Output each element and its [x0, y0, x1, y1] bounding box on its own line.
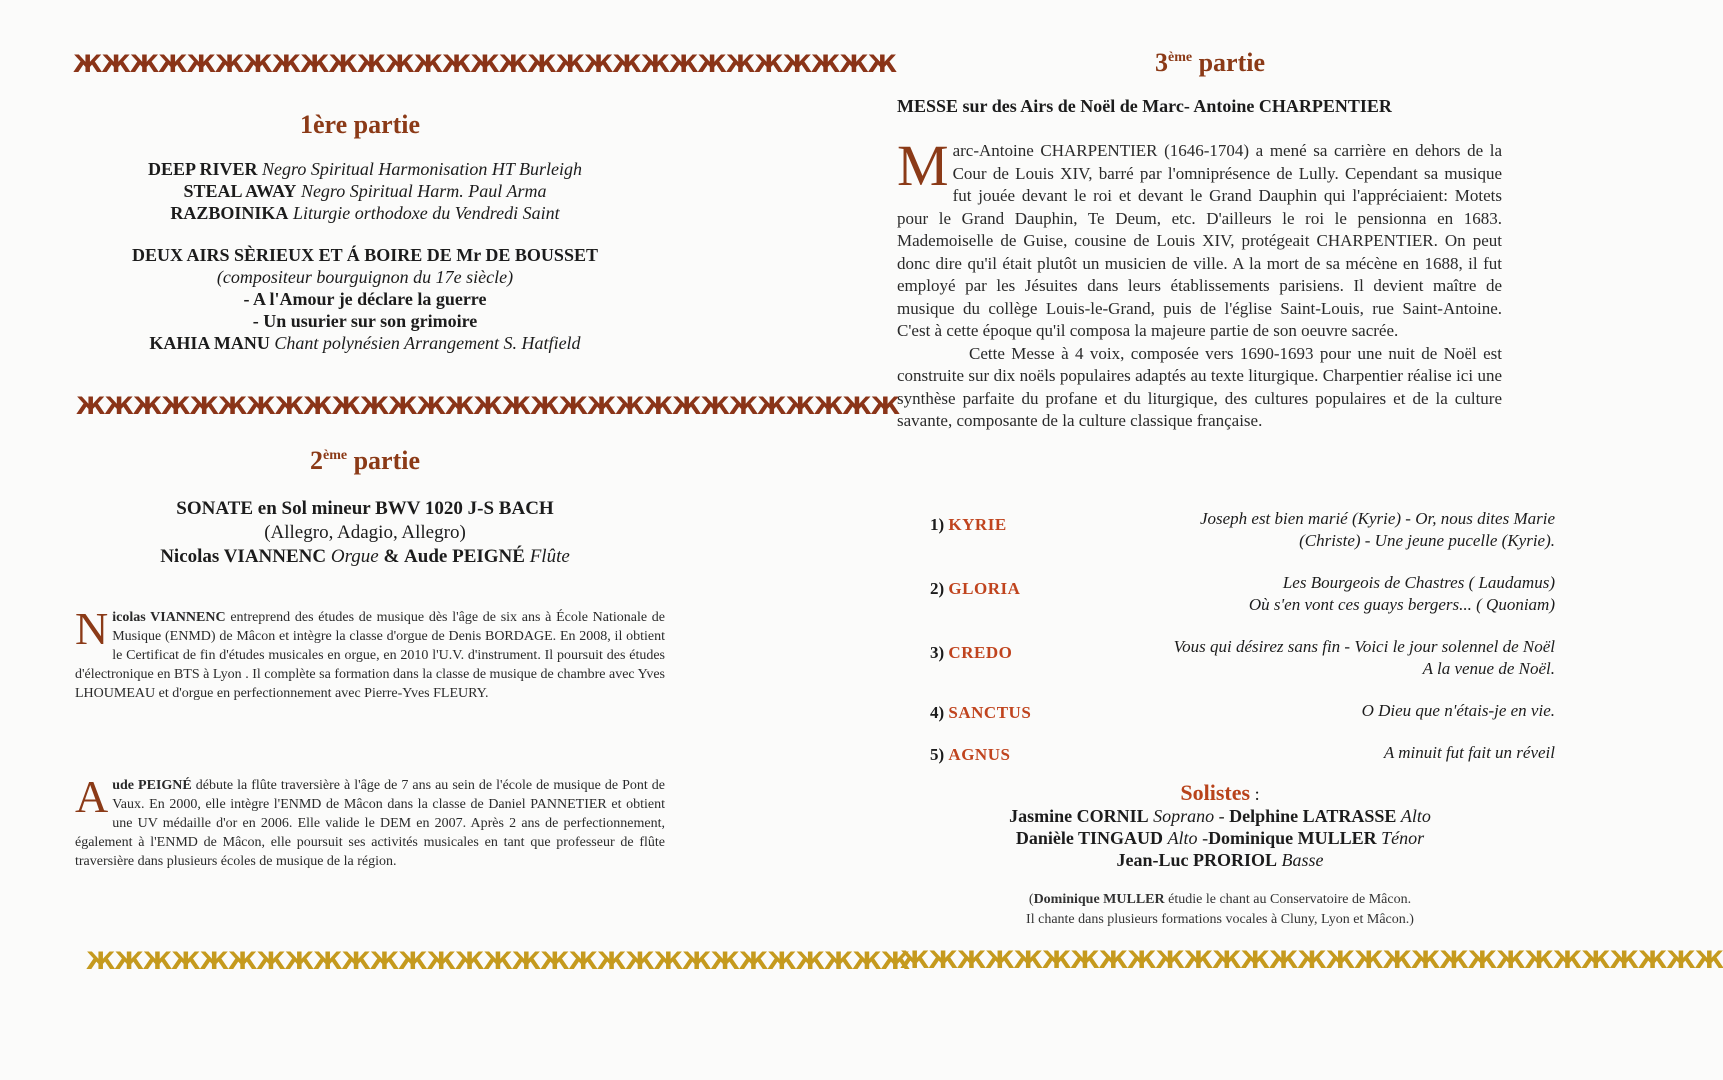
movement-text: Vous qui désirez sans fin - Voici le jour solennel de Noël A la venue de Noël. [1173, 637, 1555, 678]
performers-line: Nicolas VIANNENC Orgue & Aude PEIGNÉ Flûte [160, 546, 570, 567]
program-line: DEEP RIVER Negro Spiritual Harmonisation HT Burleigh [147, 159, 583, 179]
dropcap: A [75, 771, 109, 822]
movement-text: Joseph est bien marié (Kyrie) - Or, nous dites Marie (Christe) - Une jeune pucelle (Kyrie). [1199, 509, 1555, 550]
sonate-title: SONATE en Sol mineur BWV 1020 J-S BACH [176, 498, 554, 519]
ornament-divider: ЖЖЖЖЖЖЖЖЖЖЖЖЖЖЖЖЖЖЖЖЖЖЖЖЖЖЖЖЖ [76, 392, 899, 420]
movement-name: AGNUS [948, 745, 1011, 764]
sonate-movements: (Allegro, Adagio, Allegro) [264, 522, 466, 543]
movement-text: A minuit fut fait un réveil [1383, 743, 1555, 762]
bio-viannenc: Nicolas VIANNENC entreprend des études de musique dès l'âge de six ans à École Nationale de Musique (ENMD) de Mâcon et intègre la classe d'orgue de Denis BORDAGE. En 2008, il obtient le Certificat de fin d'études musicales en orgue, en 2010 l'U.V. d'instrument. Il poursuit des études d'électronique en BTS à Lyon . Il complète sa formation dans la classe de musique de chambre avec Yves LHOUMEAU et d'orgue en perfectionnement avec Pierre-Yves FLEURY. [75, 603, 666, 701]
ornament-divider: ЖЖЖЖЖЖЖЖЖЖЖЖЖЖЖЖЖЖЖЖЖЖЖЖЖЖЖЖЖ [900, 946, 1723, 974]
bousset-subtitle: (compositeur bourguignon du 17e siècle) [216, 267, 514, 287]
bio-peigne: Aude PEIGNÉ débute la flûte traversière à l'âge de 7 ans au sein de l'école de musique de Pont de Vaux. En 2000, elle intègre l'ENMD de Mâcon dans la classe de Daniel PANNETIER et obtient une UV médaille d'or en 2006. Elle valide le DEM en 2007. Après 2 ans de perfectionnement, également à l'ENMD de Mâcon, elle poursuit ses activités musicales en tant que professeur de flûte traversière dans plusieurs écoles de musique de la région. [75, 771, 665, 869]
dropcap: M [897, 133, 949, 198]
soloists-line: Jasmine CORNIL Soprano - Delphine LATRASSE Alto [1009, 806, 1431, 826]
movement-name: KYRIE [948, 515, 1007, 534]
program-line: RAZBOINIKA Liturgie orthodoxe du Vendredi Saint [170, 203, 560, 223]
movement-kyrie: 1) KYRIE Joseph est bien marié (Kyrie) - Or, nous dites Marie (Christe) - Une jeune pucelle (Kyrie). [930, 509, 1555, 550]
air-1: - A l'Amour je déclare la guerre [243, 289, 487, 309]
ornament-divider: ЖЖЖЖЖЖЖЖЖЖЖЖЖЖЖЖЖЖЖЖЖЖЖЖЖЖЖЖЖ [86, 947, 909, 975]
program-line: STEAL AWAY Negro Spiritual Harm. Paul Arma [183, 181, 547, 201]
charpentier-intro: Marc-Antoine CHARPENTIER (1646-1704) a mené sa carrière en dehors de la Cour de Louis XIV, barré par l'omniprésence de Lully. Cependant sa musique fut jouée devant le roi et devant le Grand Dauphin qui l'appréciaient: Motets pour le Grand Dauphin, Te Deum, etc. D'ailleurs le roi le pensionna en 1683. Mademoiselle de Guise, cousine de Louis XIV, protégeait CHARPENTIER. On peut donc dire qu'il était plutôt un musicien de ville. A la mort de sa mécène en 1688, il fut employé par les Jésuites dans leurs établissements parisiens. Il devient maître de musique du collège Louis-le-Grand, puis de l'église Saint-Louis, rue Saint-Antoine. C'est à cette époque qu'il composa la majeure partie de son oeuvre sacrée. Cette Messe à 4 voix, composée vers 1690-1693 pour une nuit de Noël est construite sur dix noëls populaires adaptés au texte liturgique. Charpentier réalise ici une synthèse parfaite du profane et du liturgique, des cultures populaires et de la culture savante, composante de la culture classique française. [897, 140, 1502, 433]
air-2: - Un usurier sur son grimoire [252, 311, 478, 331]
program-line: KAHIA MANU Chant polynésien Arrangement S. Hatfield [149, 333, 581, 353]
bousset-title: DEUX AIRS SÈRIEUX ET Á BOIRE DE Mr DE BOUSSET [132, 245, 598, 265]
dropcap: N [75, 603, 109, 654]
movement-text: Les Bourgeois de Chastres ( Laudamus) Où s'en vont ces guays bergers... ( Quoniam) [1248, 573, 1555, 614]
movement-gloria: 2) GLORIA Les Bourgeois de Chastres ( Laudamus) Où s'en vont ces guays bergers... ( Quoniam) [930, 573, 1555, 614]
messe-title: MESSE sur des Airs de Noël de Marc- Antoine CHARPENTIER [897, 96, 1392, 116]
movement-name: GLORIA [948, 579, 1021, 598]
part1-title: 1ère partie [299, 110, 421, 139]
bousset-block [60, 244, 670, 354]
movement-text: O Dieu que n'étais-je en vie. [1361, 701, 1555, 720]
soloists-title: Solistes [1180, 780, 1251, 805]
part3-title: 3ème partie [1154, 48, 1265, 77]
movement-name: CREDO [948, 643, 1013, 662]
part2-title: 2ème partie [309, 446, 420, 475]
movement-agnus: 5) AGNUS A minuit fut fait un réveil [930, 743, 1555, 764]
ornament-divider: ЖЖЖЖЖЖЖЖЖЖЖЖЖЖЖЖЖЖЖЖЖЖЖЖЖЖЖЖЖ [73, 50, 896, 78]
intro-paragraph-2: Cette Messe à 4 voix, composée vers 1690-1693 pour une nuit de Noël est construite sur dix noëls populaires adaptés au texte liturgique. Charpentier réalise ici une synthèse parfaite du profane et du liturgique, des cultures populaires et de la culture savante, composante de la culture classique française. [897, 343, 1502, 430]
movement-credo: 3) CREDO Vous qui désirez sans fin - Voici le jour solennel de Noël A la venue de Noël. [930, 637, 1555, 678]
movement-sanctus: 4) SANCTUS O Dieu que n'étais-je en vie. [930, 701, 1555, 722]
soloists-block: Solistes : Jasmine CORNIL Soprano - Delphine LATRASSE Alto Danièle TINGAUD Alto -Dominique MULLER Ténor Jean-Luc PRORIOL Basse [940, 782, 1500, 871]
part1-program [60, 158, 670, 224]
movement-name: SANCTUS [948, 703, 1032, 722]
soloists-line: Danièle TINGAUD Alto -Dominique MULLER Ténor [1015, 828, 1425, 848]
muller-note: (Dominique MULLER étudie le chant au Conservatoire de Mâcon. Il chante dans plusieurs formations vocales à Cluny, Lyon et Mâcon.) [1026, 892, 1414, 927]
sonate-block [60, 497, 670, 569]
soloists-line: Jean-Luc PRORIOL Basse [1116, 850, 1324, 870]
